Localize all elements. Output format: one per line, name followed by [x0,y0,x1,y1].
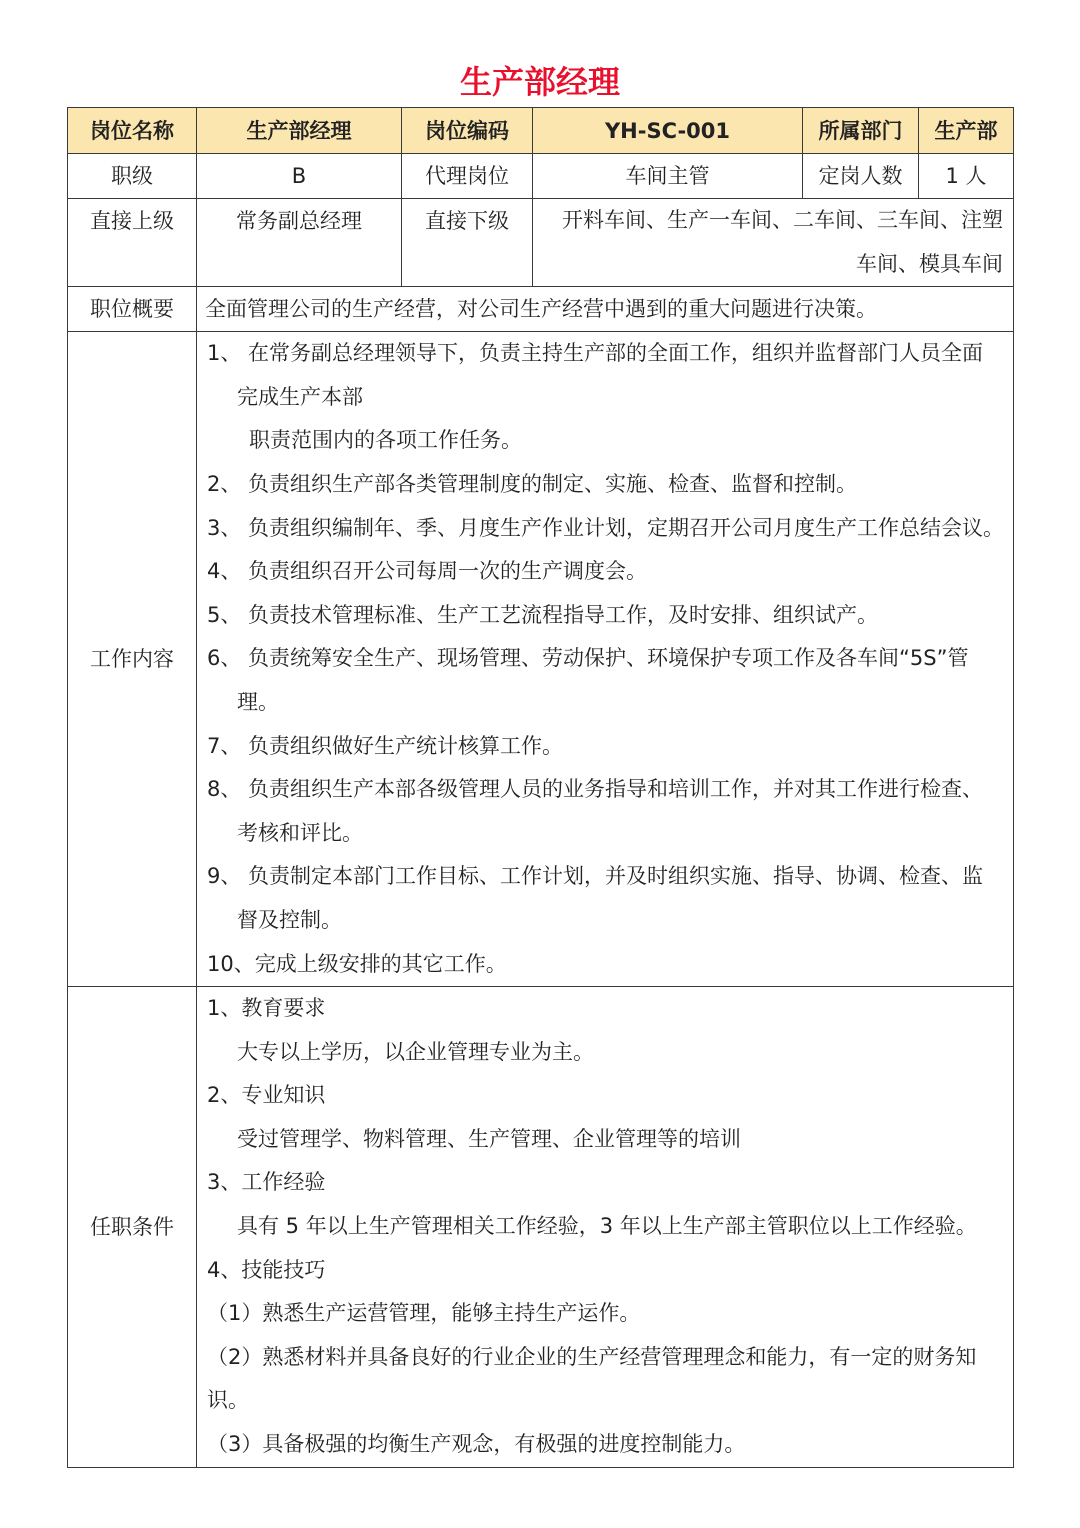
requirement-line: 2、专业知识 [207,1083,326,1108]
requirements-row [68,987,1014,1468]
superior-label: 直接上级 [68,199,197,287]
requirement-line: （3）具备极强的均衡生产观念，有极强的进度控制能力。 [207,1432,746,1457]
duties-label: 工作内容 [68,332,197,987]
requirement-line: 受过管理学、物料管理、生产管理、企业管理等的培训 [237,1126,741,1151]
post-code-value: YH-SC-001 [533,108,803,154]
dept-value: 生产部 [919,108,1014,154]
duty-line: 2、 负责组织生产部各类管理制度的制定、实施、检查、监督和控制。 [207,471,858,496]
requirement-line: （2）熟悉材料并具备良好的行业企业的生产经营管理理念和能力，有一定的财务知 [207,1344,977,1369]
level-value: B [197,154,402,199]
duty-line: 理。 [237,689,279,714]
requirement-line: 3、工作经验 [207,1170,326,1195]
duty-line: 督及控制。 [237,907,342,932]
duty-line: 6、 负责统筹安全生产、现场管理、劳动保护、环境保护专项工作及各车间“5S”管 [207,646,969,671]
duty-line: 考核和评比。 [237,820,363,845]
post-name-label: 岗位名称 [68,108,197,154]
duty-line: 职责范围内的各项工作任务。 [249,428,522,453]
document-title: 生产部经理 [459,63,620,101]
headcount-value: 1 人 [919,154,1014,199]
requirements-content [197,987,1014,1468]
duty-line: 10、完成上级安排的其它工作。 [207,951,507,976]
requirement-line: （1）熟悉生产运营管理，能够主持生产运作。 [207,1301,641,1326]
level-label: 职级 [68,154,197,199]
subordinate-label: 直接下级 [402,199,533,287]
duties-row [68,332,1014,987]
dept-label: 所属部门 [803,108,919,154]
header-row [68,108,1014,154]
subordinate-value [533,199,1014,287]
duty-line: 5、 负责技术管理标准、生产工艺流程指导工作，及时安排、组织试产。 [207,602,879,627]
post-name-value: 生产部经理 [197,108,402,154]
duty-line: 8、 负责组织生产本部各级管理人员的业务指导和培训工作，并对其工作进行检查、 [207,777,984,802]
duties-content [197,332,1014,987]
duty-line: 9、 负责制定本部门工作目标、工作计划，并及时组织实施、指导、协调、检查、监 [207,864,984,889]
subordinate-line: 开料车间、生产一车间、二车间、三车间、注塑 [562,208,1003,232]
superior-value: 常务副总经理 [197,199,402,287]
duty-line: 1、 在常务副总经理领导下，负责主持生产部的全面工作，组织并监督部门人员全面 [207,341,984,366]
job-description-table [67,107,1014,1468]
requirement-line: 大专以上学历，以企业管理专业为主。 [237,1039,594,1064]
requirement-line: 识。 [207,1388,249,1413]
duty-line: 完成生产本部 [237,384,363,409]
requirement-line: 4、技能技巧 [207,1257,326,1282]
duty-line: 3、 负责组织编制年、季、月度生产作业计划，定期召开公司月度生产工作总结会议。 [207,515,1005,540]
post-code-label: 岗位编码 [402,108,533,154]
subordinate-line: 车间、模具车间 [856,251,1003,276]
requirement-line: 具有 5 年以上生产管理相关工作经验，3 年以上生产部主管职位以上工作经验。 [237,1214,977,1239]
summary-label: 职位概要 [68,287,197,332]
requirement-line: 1、教育要求 [207,996,326,1021]
deputy-value: 车间主管 [533,154,803,199]
level-row [68,154,1014,199]
headcount-label: 定岗人数 [803,154,919,199]
requirements-label: 任职条件 [68,987,197,1468]
deputy-label: 代理岗位 [402,154,533,199]
summary-text: 全面管理公司的生产经营，对公司生产经营中遇到的重大问题进行决策。 [197,287,1014,332]
duty-line: 7、 负责组织做好生产统计核算工作。 [207,733,564,758]
duty-line: 4、 负责组织召开公司每周一次的生产调度会。 [207,559,648,584]
reporting-row [68,199,1014,287]
summary-row [68,287,1014,332]
